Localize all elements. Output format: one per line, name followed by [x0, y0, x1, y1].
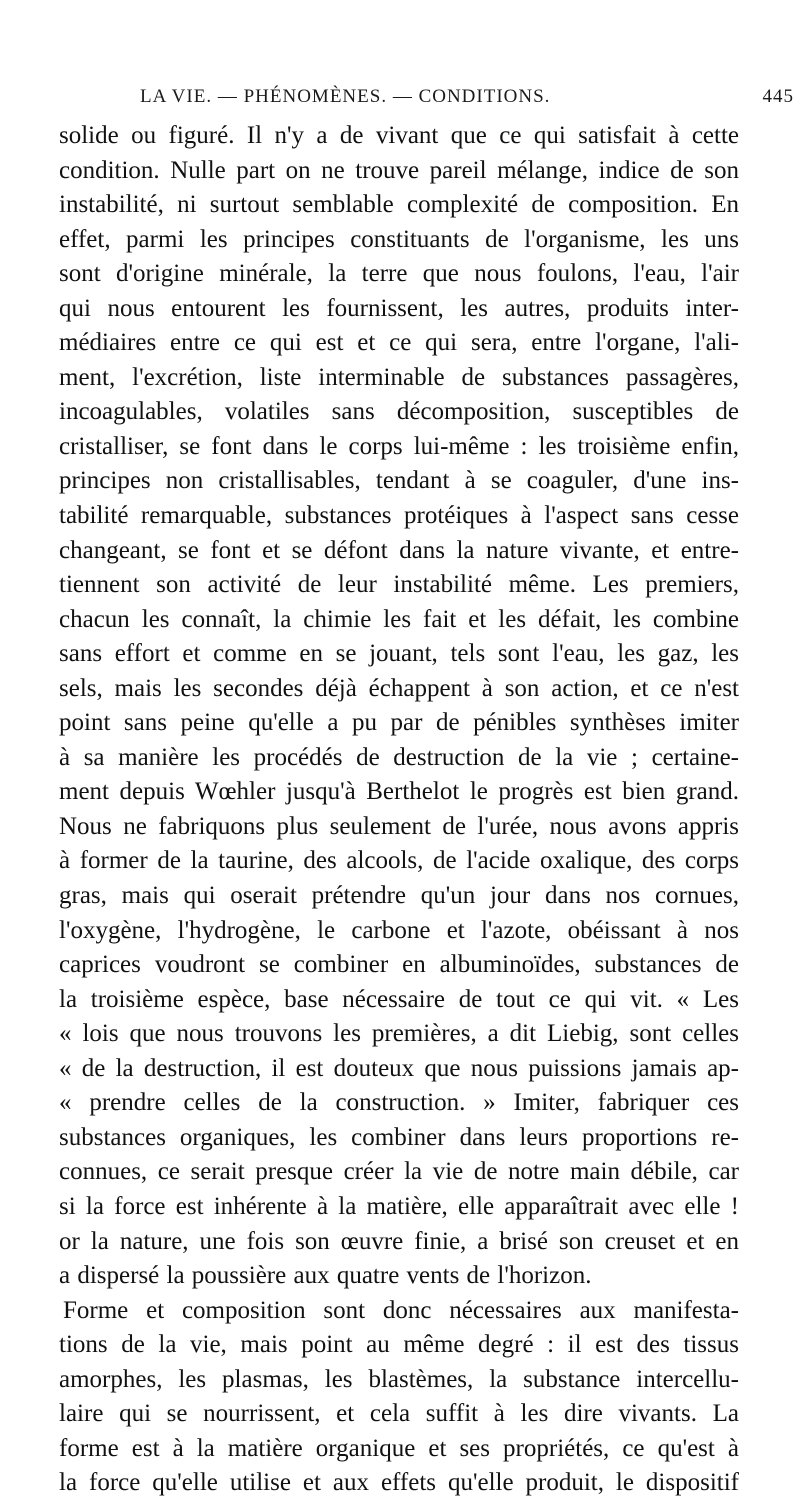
text-line: laire qui se nourrissent, et cela suffit à les dire vivants. La — [59, 1400, 739, 1428]
running-head: LA VIE. — PHÉNOMÈNES. — CONDITIONS. — [140, 86, 551, 107]
text-line: la force qu'elle utilise et aux effets qu'elle produit, le dispositif — [59, 1469, 739, 1497]
text-line: « prendre celles de la construction. » Imiter, fabriquer ces — [59, 1089, 739, 1117]
text-line: forme est à la matière organique et ses propriétés, ce qu'est à — [59, 1434, 739, 1462]
text-line: « de la destruction, il est douteux que nous puissions jamais ap- — [59, 1054, 739, 1082]
text-line: chacun les connaît, la chimie les fait et les défait, les combine — [59, 605, 739, 633]
text-line: Forme et composition sont donc nécessaires aux manifesta- — [63, 1296, 739, 1324]
text-line: principes non cristallisables, tendant à se coaguler, d'une ins- — [59, 467, 739, 495]
text-line: solide ou figuré. Il n'y a de vivant que ce qui satisfait à cette — [59, 122, 739, 149]
text-line: caprices voudront se combiner en albuminoïdes, substances de — [59, 951, 739, 979]
text-line: ment depuis Wœhler jusqu'à Berthelot le progrès est bien grand. — [59, 778, 739, 806]
text-line: la troisième espèce, base nécessaire de tout ce qui vit. « Les — [59, 985, 739, 1013]
text-line: sans effort et comme en se jouant, tels sont l'eau, les gaz, les — [59, 640, 739, 668]
text-line: cristalliser, se font dans le corps lui-même : les troisième enfin, — [59, 432, 739, 460]
text-line: condition. Nulle part on ne trouve pareil mélange, indice de son — [59, 156, 739, 184]
text-line: effet, parmi les principes constituants de l'organisme, les uns — [59, 225, 739, 253]
text-line: Nous ne fabriquons plus seulement de l'urée, nous avons appris — [59, 812, 739, 840]
text-line: tiennent son activité de leur instabilité même. Les premiers, — [59, 571, 739, 599]
text-line: qui nous entourent les fournissent, les autres, produits inter- — [59, 294, 739, 322]
text-line: à sa manière les procédés de destruction de la vie ; certaine- — [59, 743, 739, 771]
text-line: à former de la taurine, des alcools, de l'acide oxalique, des corps — [59, 847, 739, 875]
text-line: connues, ce serait presque créer la vie de notre main débile, car — [59, 1158, 739, 1186]
text-line: instabilité, ni surtout semblable complexité de composition. En — [59, 191, 739, 219]
text-line: substances organiques, les combiner dans leurs proportions re- — [59, 1123, 739, 1151]
text-line: l'oxygène, l'hydrogène, le carbone et l'azote, obéissant à nos — [59, 916, 739, 944]
text-line: sels, mais les secondes déjà échappent à son action, et ce n'est — [59, 674, 739, 702]
body-text — [59, 119, 739, 1501]
text-line: médiaires entre ce qui est et ce qui sera, entre l'organe, l'ali- — [59, 329, 739, 357]
text-line: « lois que nous trouvons les premières, a dit Liebig, sont celles — [59, 1020, 739, 1048]
text-line: si la force est inhérente à la matière, elle apparaîtrait avec elle ! — [59, 1192, 739, 1220]
text-line: point sans peine qu'elle a pu par de pénibles synthèses imiter — [59, 709, 739, 737]
text-line: incoagulables, volatiles sans décomposition, susceptibles de — [59, 398, 739, 426]
text-line: or la nature, une fois son œuvre finie, a brisé son creuset et en — [59, 1227, 739, 1255]
text-line: sont d'origine minérale, la terre que nous foulons, l'eau, l'air — [59, 260, 739, 288]
text-line: tions de la vie, mais point au même degré : il est des tissus — [59, 1331, 739, 1359]
text-line: amorphes, les plasmas, les blastèmes, la substance intercellu- — [59, 1365, 739, 1393]
text-line: tabilité remarquable, substances protéiques à l'aspect sans cesse — [59, 502, 739, 530]
text-line: changeant, se font et se défont dans la nature vivante, et entre- — [59, 536, 739, 564]
page-number: 445 — [762, 86, 794, 107]
text-line: gras, mais qui oserait prétendre qu'un jour dans nos cornues, — [59, 882, 739, 910]
text-line: a dispersé la poussière aux quatre vents de l'horizon. — [59, 1262, 592, 1290]
page-header — [140, 86, 794, 116]
text-line: ment, l'excrétion, liste interminable de substances passagères, — [59, 363, 739, 391]
